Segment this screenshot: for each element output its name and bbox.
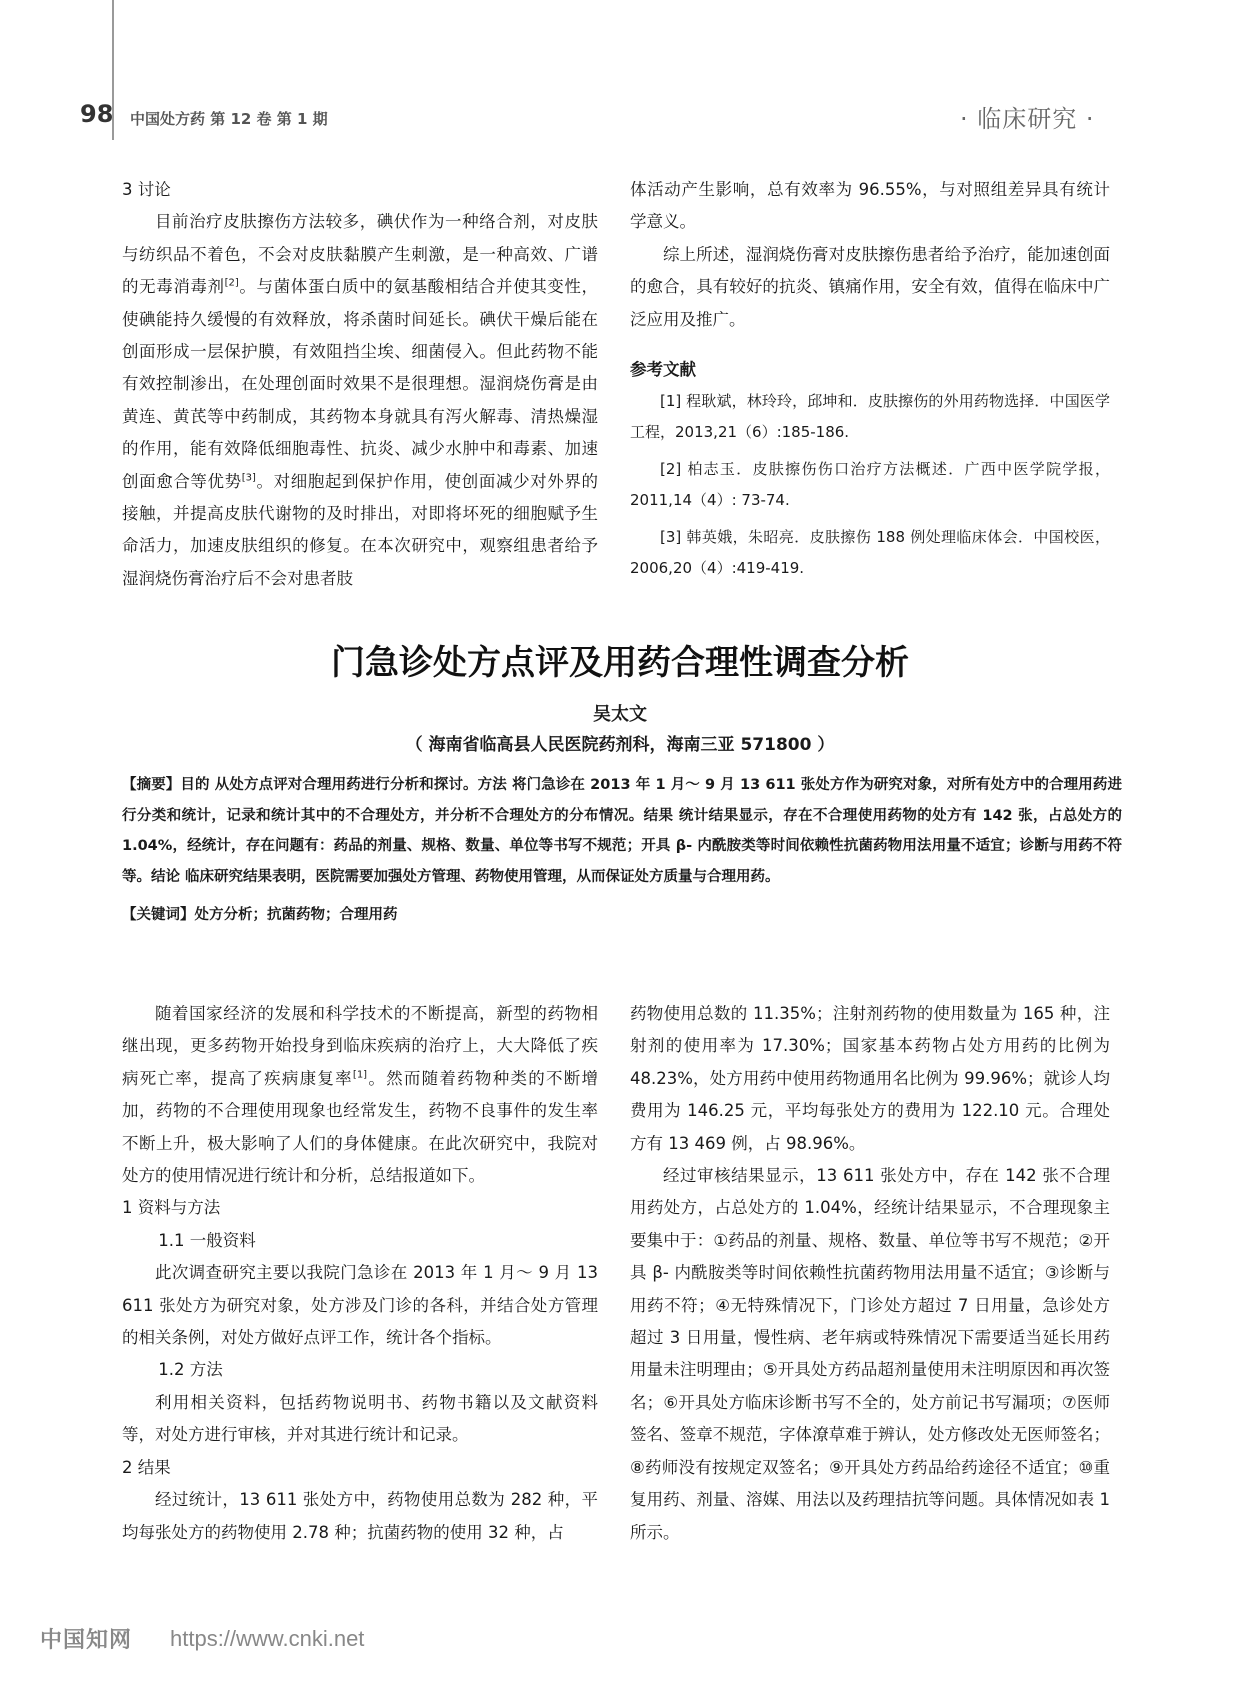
abstract-block — [122, 770, 1122, 931]
section-label: · 临床研究 · — [960, 105, 1095, 133]
cnki-logo: 中国知网 — [40, 1628, 133, 1653]
results-paragraph: 经过统计，13 611 张处方中，药物使用总数为 282 种，平均每张处方的药物使用 2.78 种；抗菌药物的使用 32 种，占 — [122, 1490, 598, 1542]
page-number: 98 — [80, 100, 114, 128]
conclusion-paragraph: 综上所述，湿润烧伤膏对皮肤擦伤患者给予治疗，能加速创面的愈合，具有较好的抗炎、镇痛作用，安全有效，值得在临床中广泛应用及推广。 — [630, 244, 1110, 329]
intro-paragraph: 随着国家经济的发展和科学技术的不断提高，新型的药物相继出现，更多药物开始投身到临床疾病的治疗上，大大降低了疾病死亡率，提高了疾病康复率[1]。然而随着药物种类的不断增加，药物的不合理使用现象也经常发生，药物不良事件的发生率不断上升，极大影响了人们的身体健康。在此次研究中，我院对处方的使用情况进行统计和分析，总结报道如下。 — [122, 1004, 599, 1186]
prev-article-right-column — [630, 174, 1110, 590]
journal-header: 中国处方药 第 12 卷 第 1 期 — [130, 110, 328, 128]
discussion-paragraph: 目前治疗皮肤擦伤方法较多，碘伏作为一种络合剂，对皮肤与纺织品不着色，不会对皮肤黏膜产生刺激，是一种高效、广谱的无毒消毒剂[2]。与菌体蛋白质中的氨基酸相结合并使其变性，使碘能持久缓慢的有效释放，将杀菌时间延长。碘伏干燥后能在创面形成一层保护膜，有效阻挡尘埃、细菌侵入。但此药物不能有效控制渗出，在处理创面时效果不是很理想。湿润烧伤膏是由黄连、黄芪等中药制成，其药物本身就具有泻火解毒、清热燥湿的作用，能有效降低细胞毒性、抗炎、减少水肿中和毒素、加速创面愈合等优势[3]。对细胞起到保护作用，使创面减少对外界的接触，并提高皮肤代谢物的及时排出，对即将坏死的细胞赋予生命活力，加速皮肤组织的修复。在本次研究中，观察组患者给予湿润烧伤膏治疗后不会对患者肢 — [122, 212, 599, 588]
results-paragraph-continued: 药物使用总数的 11.35%；注射剂药物的使用数量为 165 种，注射剂的使用率为 17.30%；国家基本药物占处方用药的比例为 48.23%，处方用药中使用药物通用名比例为 99.96%；就诊人均费用为 146.25 元，平均每张处方的费用为 122.10 元。合理处方有 13 469 例，占 98.96%。 — [630, 1004, 1110, 1153]
article-right-column — [630, 998, 1110, 1549]
article-left-column — [122, 998, 598, 1549]
section-heading: 2 结果 — [122, 1457, 171, 1477]
article-author: 吴太文 — [593, 704, 647, 725]
keywords: 【关键词】处方分析；抗菌药物；合理用药 — [122, 907, 398, 923]
section-heading: 1 资料与方法 — [122, 1198, 221, 1218]
references-heading: 参考文献 — [630, 360, 696, 380]
prev-article-left-column — [122, 174, 598, 595]
reference-item: [2] 柏志玉．皮肤擦伤伤口治疗方法概述．广西中医学院学报，2011,14（4）: 73-74. — [630, 460, 1110, 510]
citation: [1] — [352, 1069, 368, 1081]
abstract-text: 【摘要】目的 从处方点评对合理用药进行分析和探讨。方法 将门急诊在 2013 年 1 月～ 9 月 13 611 张处方作为研究对象，对所有处方中的合理用药进行分类和统计，记录和统计其中的不合理处方，并分析不合理处方的分布情况。结果 统计结果显示，存在不合理使用药物的处方有 142 张，占总处方的 1.04%，经统计，存在问题有：药品的剂量、规格、数量、单位等书写不规范；开具 β- 内酰胺类等时间依赖性抗菌药物用法用量不适宜；诊断与用药不符等。结论 临床研究结果表明，医院需要加强处方管理、药物使用管理，从而保证处方质量与合理用药。 — [122, 777, 1122, 885]
article-title: 门急诊处方点评及用药合理性调查分析 — [331, 643, 909, 683]
paragraph-continued: 体活动产生影响，总有效率为 96.55%，与对照组差异具有统计学意义。 — [630, 180, 1110, 232]
subsection-heading: 1.1 一般资料 — [158, 1230, 256, 1250]
general-info-paragraph: 此次调查研究主要以我院门急诊在 2013 年 1 月～ 9 月 13 611 张处方为研究对象，处方涉及门诊的各科，并结合处方管理的相关条例，对处方做好点评工作，统计各个指标。 — [122, 1263, 598, 1348]
subsection-heading: 1.2 方法 — [158, 1360, 223, 1380]
reference-item: [3] 韩英娥，朱昭亮．皮肤擦伤 188 例处理临床体会．中国校医，2006,20（4）:419-419. — [630, 528, 1110, 578]
article-affiliation: （ 海南省临高县人民医院药剂科，海南三亚 571800 ） — [405, 735, 835, 755]
citation: [3] — [241, 472, 256, 484]
audit-results-paragraph: 经过审核结果显示，13 611 张处方中，存在 142 张不合理用药处方，占总处方的 1.04%，经统计结果显示，不合理现象主要集中于：①药品的剂量、规格、数量、单位等书写不规范；②开具 β- 内酰胺类等时间依赖性抗菌药物用法用量不适宜；③诊断与用药不符；④无特殊情况下，门诊处方超过 7 日用量，急诊处方超过 3 日用量，慢性病、老年病或特殊情况下需要适当延长用药用量未注明理由；⑤开具处方药品超剂量使用未注明原因和再次签名；⑥开具处方临床诊断书写不全的，处方前记书写漏项；⑦医师签名、签章不规范，字体潦草难于辨认，处方修改处无医师签名；⑧药师没有按规定双签名；⑨开具处方药品给药途径不适宜；⑩重复用药、剂量、溶媒、用法以及药理拮抗等问题。具体情况如表 1 所示。 — [630, 1166, 1110, 1542]
citation: [2] — [224, 277, 239, 289]
section-heading: 3 讨论 — [122, 180, 171, 199]
footer-url[interactable]: https://www.cnki.net — [170, 1626, 365, 1651]
methods-paragraph: 利用相关资料，包括药物说明书、药物书籍以及文献资料等，对处方进行审核，并对其进行统计和记录。 — [122, 1392, 598, 1445]
reference-item: [1] 程耿斌，林玲玲，邱坤和．皮肤擦伤的外用药物选择．中国医学工程，2013,21（6）:185-186. — [630, 392, 1110, 442]
